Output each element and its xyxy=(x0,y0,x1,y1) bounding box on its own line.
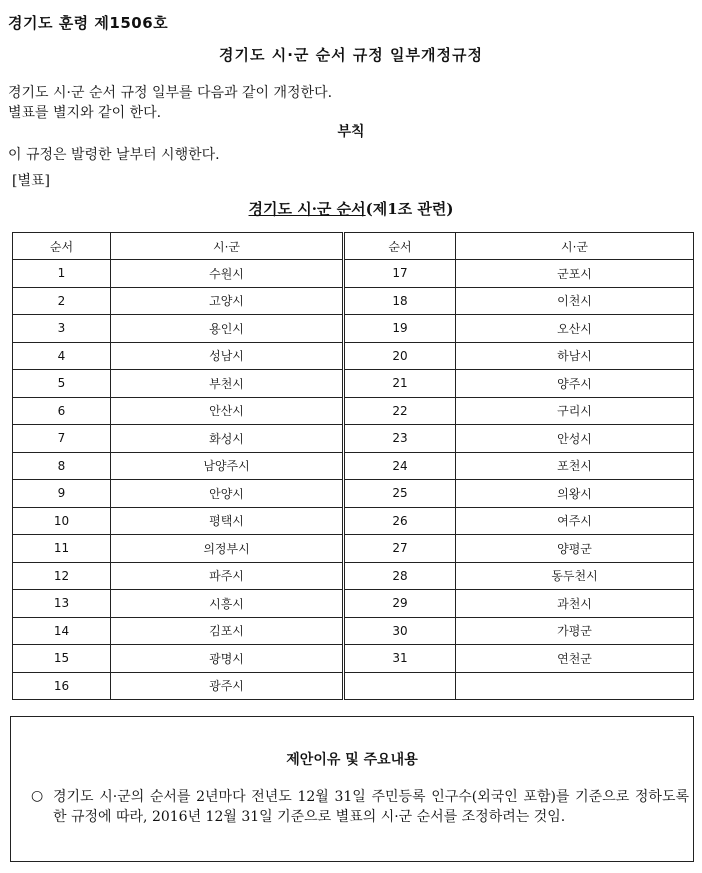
city-cell: 파주시 xyxy=(111,562,344,590)
table-row xyxy=(13,287,694,315)
order-cell: 21 xyxy=(344,370,456,398)
table-header-row xyxy=(13,233,694,260)
table-row xyxy=(13,260,694,288)
order-cell: 2 xyxy=(13,287,111,315)
city-cell: 용인시 xyxy=(111,315,344,343)
order-cell: 22 xyxy=(344,397,456,425)
city-cell: 시흥시 xyxy=(111,590,344,618)
city-order-table xyxy=(12,232,694,700)
order-cell: 25 xyxy=(344,480,456,508)
city-cell: 의왕시 xyxy=(456,480,694,508)
order-cell: 4 xyxy=(13,342,111,370)
city-cell: 남양주시 xyxy=(111,452,344,480)
city-cell: 안성시 xyxy=(456,425,694,453)
city-cell: 연천군 xyxy=(456,645,694,673)
table-row xyxy=(13,590,694,618)
order-cell: 6 xyxy=(13,397,111,425)
header-order-right: 순서 xyxy=(344,233,456,260)
order-cell: 16 xyxy=(13,672,111,700)
proposal-reason-title: 제안이유 및 주요내용 xyxy=(286,752,418,768)
order-cell: 8 xyxy=(13,452,111,480)
header-order-left: 순서 xyxy=(13,233,111,260)
order-cell: 14 xyxy=(13,617,111,645)
table-row xyxy=(13,425,694,453)
annex-label: [별표] xyxy=(12,173,50,189)
order-cell: 27 xyxy=(344,535,456,563)
annex-paragraph: 별표를 별지와 같이 한다. xyxy=(8,105,162,121)
order-cell: 3 xyxy=(13,315,111,343)
order-cell: 9 xyxy=(13,480,111,508)
city-cell: 화성시 xyxy=(111,425,344,453)
city-cell: 부천시 xyxy=(111,370,344,398)
city-cell: 포천시 xyxy=(456,452,694,480)
order-cell: 18 xyxy=(344,287,456,315)
amendment-paragraph: 경기도 시·군 순서 규정 일부를 다음과 같이 개정한다. xyxy=(8,85,333,101)
document-number: 경기도 훈령 제1506호 xyxy=(8,14,169,32)
city-cell: 수원시 xyxy=(111,260,344,288)
effective-date-paragraph: 이 규정은 발령한 날부터 시행한다. xyxy=(8,147,220,163)
city-cell: 하남시 xyxy=(456,342,694,370)
order-cell: 1 xyxy=(13,260,111,288)
city-cell: 오산시 xyxy=(456,315,694,343)
order-cell: 26 xyxy=(344,507,456,535)
table-row xyxy=(13,672,694,700)
order-cell: 10 xyxy=(13,507,111,535)
table-row xyxy=(13,535,694,563)
city-cell: 여주시 xyxy=(456,507,694,535)
order-cell xyxy=(344,672,456,700)
city-cell: 평택시 xyxy=(111,507,344,535)
city-cell: 가평군 xyxy=(456,617,694,645)
order-cell: 5 xyxy=(13,370,111,398)
order-cell: 30 xyxy=(344,617,456,645)
city-cell xyxy=(456,672,694,700)
header-city-right: 시·군 xyxy=(456,233,694,260)
table-row xyxy=(13,315,694,343)
city-cell: 양주시 xyxy=(456,370,694,398)
table-row xyxy=(13,480,694,508)
supplementary-heading: 부칙 xyxy=(337,124,365,140)
order-cell: 12 xyxy=(13,562,111,590)
order-cell: 29 xyxy=(344,590,456,618)
order-cell: 20 xyxy=(344,342,456,370)
city-cell: 안양시 xyxy=(111,480,344,508)
order-cell: 17 xyxy=(344,260,456,288)
city-cell: 이천시 xyxy=(456,287,694,315)
table-row xyxy=(13,452,694,480)
table-row xyxy=(13,617,694,645)
order-cell: 19 xyxy=(344,315,456,343)
order-cell: 23 xyxy=(344,425,456,453)
order-cell: 28 xyxy=(344,562,456,590)
city-cell: 광주시 xyxy=(111,672,344,700)
city-cell: 의정부시 xyxy=(111,535,344,563)
city-cell: 광명시 xyxy=(111,645,344,673)
order-cell: 7 xyxy=(13,425,111,453)
order-cell: 11 xyxy=(13,535,111,563)
city-cell: 안산시 xyxy=(111,397,344,425)
city-cell: 과천시 xyxy=(456,590,694,618)
bullet-circle-icon: ○ xyxy=(31,788,44,804)
city-cell: 군포시 xyxy=(456,260,694,288)
order-cell: 13 xyxy=(13,590,111,618)
table-row xyxy=(13,507,694,535)
city-cell: 구리시 xyxy=(456,397,694,425)
order-cell: 24 xyxy=(344,452,456,480)
table-title-suffix: (제1조 관련) xyxy=(365,200,454,218)
order-cell: 15 xyxy=(13,645,111,673)
table-row xyxy=(13,397,694,425)
table-title xyxy=(0,198,702,219)
header-city-left: 시·군 xyxy=(111,233,344,260)
table-title-main: 경기도 시·군 순서 xyxy=(248,200,366,218)
order-cell: 31 xyxy=(344,645,456,673)
document-title: 경기도 시·군 순서 규정 일부개정규정 xyxy=(219,46,483,64)
city-cell: 양평군 xyxy=(456,535,694,563)
table-row xyxy=(13,342,694,370)
proposal-reason-box xyxy=(10,716,694,862)
city-cell: 고양시 xyxy=(111,287,344,315)
city-cell: 김포시 xyxy=(111,617,344,645)
table-row xyxy=(13,645,694,673)
table-row xyxy=(13,562,694,590)
table-row xyxy=(13,370,694,398)
proposal-reason-text: 경기도 시·군의 순서를 2년마다 전년도 12월 31일 주민등록 인구수(외국인 포함)를 기준으로 정하도록 한 규정에 따라, 2016년 12월 31일 기준으로 별표의 시·군 순서를 조정하려는 것임. xyxy=(53,789,689,825)
city-cell: 동두천시 xyxy=(456,562,694,590)
city-cell: 성남시 xyxy=(111,342,344,370)
